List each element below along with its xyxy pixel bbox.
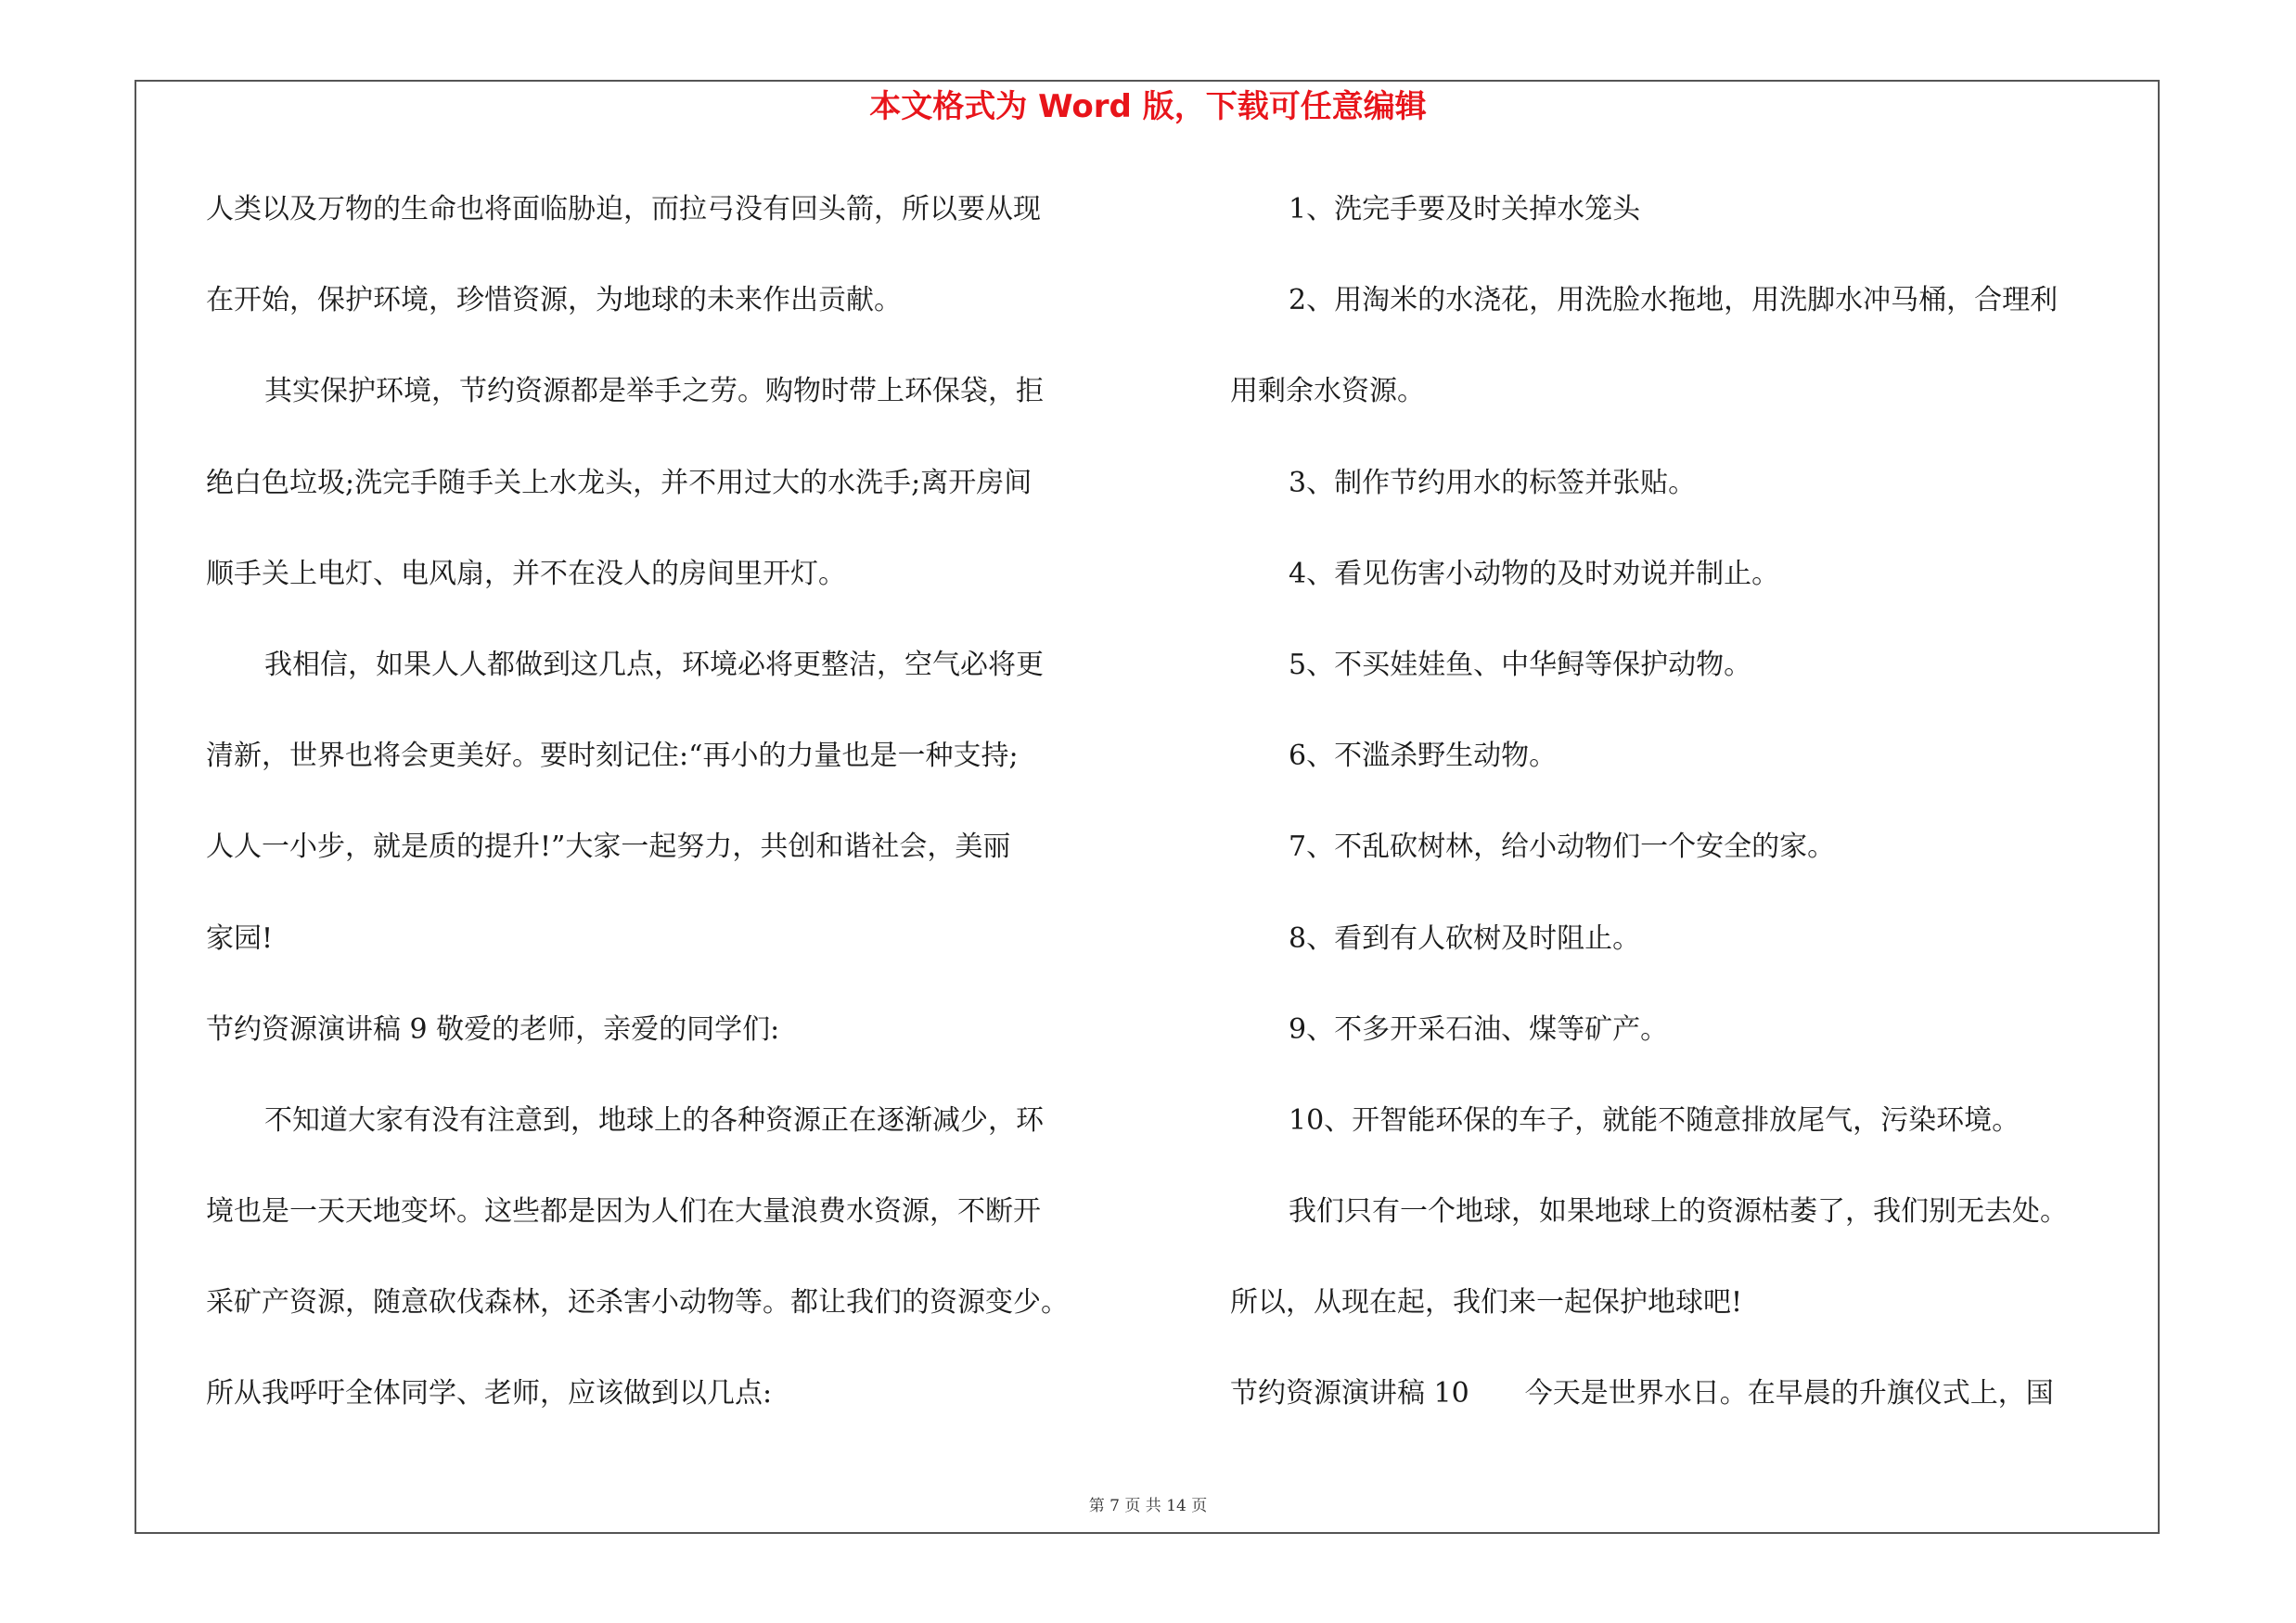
text-line: 家园! — [206, 921, 274, 955]
document-header: 本文格式为 Word 版，下载可任意编辑 — [869, 88, 1427, 125]
text-line: 在开始，保护环境，珍惜资源，为地球的未来作出贡献。 — [206, 284, 902, 317]
text-line: 我们只有一个地球，如果地球上的资源枯萎了，我们别无去处。 — [1289, 1195, 2068, 1229]
list-item: 2、用淘米的水浇花，用洗脸水拖地，用洗脚水冲马桶，合理利 — [1289, 284, 2059, 317]
list-item: 10、开智能环保的车子，就能不随意排放尾气，污染环境。 — [1289, 1103, 2020, 1137]
list-item: 7、不乱砍树林，给小动物们一个安全的家。 — [1289, 831, 1836, 864]
text-line: 采矿产资源，随意砍伐森林，还杀害小动物等。都让我们的资源变少。 — [206, 1286, 1069, 1320]
text-line: 我相信，如果人人都做到这几点，环境必将更整洁，空气必将更 — [264, 648, 1044, 681]
text-line: 用剩余水资源。 — [1230, 375, 1425, 408]
text-line: 绝白色垃圾;洗完手随手关上水龙头，并不用过大的水洗手;离开房间 — [206, 466, 1033, 499]
text-line: 人类以及万物的生命也将面临胁迫，而拉弓没有回头箭，所以要从现 — [206, 193, 1041, 225]
right-column — [1230, 182, 2162, 1458]
text-line: 清新，世界也将会更美好。要时刻记住:“再小的力量也是一种支持; — [206, 740, 1019, 773]
list-item: 5、不买娃娃鱼、中华鲟等保护动物。 — [1289, 648, 1752, 681]
text-line: 所从我呼吁全体同学、老师，应该做到以几点: — [206, 1377, 773, 1410]
section-heading: 节约资源演讲稿 10 今天是世界水日。在早晨的升旗仪式上，国 — [1230, 1377, 2054, 1410]
text-line: 所以，从现在起，我们来一起保护地球吧! — [1230, 1286, 1743, 1320]
section-heading: 节约资源演讲稿 9 敬爱的老师，亲爱的同学们: — [206, 1012, 780, 1046]
text-line: 顺手关上电灯、电风扇，并不在没人的房间里开灯。 — [206, 557, 846, 590]
page-number: 第 7 页 共 14 页 — [1088, 1497, 1208, 1515]
list-item: 1、洗完手要及时关掉水笼头 — [1289, 193, 1641, 225]
list-item: 8、看到有人砍树及时阻止。 — [1289, 921, 1641, 955]
list-item: 4、看见伤害小动物的及时劝说并制止。 — [1289, 557, 1780, 590]
left-column — [206, 182, 1138, 1458]
text-line: 不知道大家有没有注意到，地球上的各种资源正在逐渐减少，环 — [264, 1103, 1044, 1137]
text-line: 境也是一天天地变坏。这些都是因为人们在大量浪费水资源，不断开 — [206, 1195, 1041, 1229]
list-item: 3、制作节约用水的标签并张贴。 — [1289, 466, 1697, 499]
list-item: 9、不多开采石油、煤等矿产。 — [1289, 1012, 1669, 1046]
text-line: 其实保护环境，节约资源都是举手之劳。购物时带上环保袋，拒 — [264, 375, 1044, 408]
list-item: 6、不滥杀野生动物。 — [1289, 740, 1558, 773]
text-line: 人人一小步，就是质的提升!”大家一起努力，共创和谐社会，美丽 — [206, 831, 1011, 864]
